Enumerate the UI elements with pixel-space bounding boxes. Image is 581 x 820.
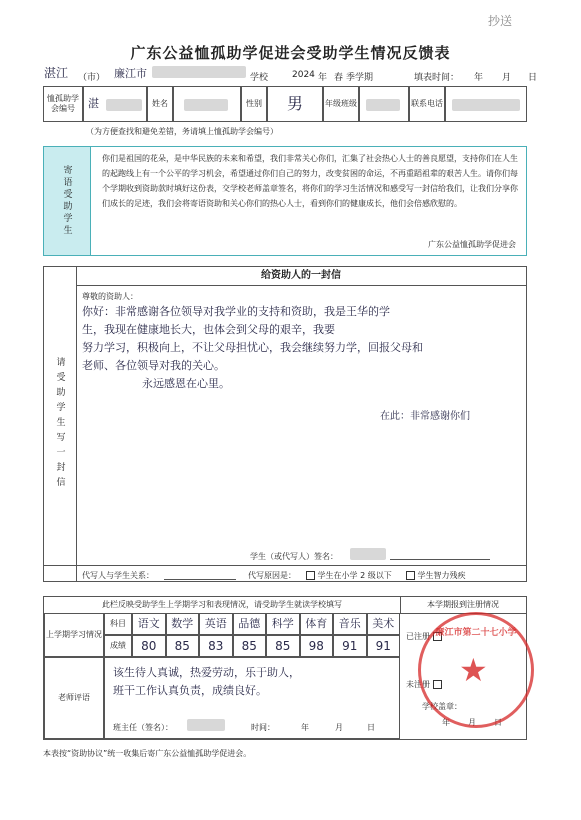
- score-cell: 98: [300, 635, 334, 657]
- id-redacted: [106, 99, 142, 111]
- score-cell: 80: [132, 635, 166, 657]
- student-sign-line: [390, 559, 490, 560]
- corner-note: 抄送: [488, 14, 513, 28]
- letter-heading: 给资助人的一封信: [76, 267, 526, 286]
- student-sign-redacted: [350, 548, 386, 560]
- note-line: （为方便查找和避免差错，务请填上恤孤助学会编号）: [86, 127, 278, 136]
- registration-header: 本学期报到注册情况: [400, 597, 526, 614]
- comment-line: 该生待人真诚，热爱劳动，乐于助人，: [113, 666, 300, 679]
- city-handwritten: 湛江: [44, 66, 69, 80]
- letter-salutation: 尊敬的资助人：: [82, 292, 138, 301]
- subject-cell: 音乐: [333, 613, 367, 635]
- teacher-comment: [113, 664, 300, 700]
- seal-day: 日: [494, 718, 502, 727]
- message-signature: 广东公益恤孤助学促进会: [428, 240, 516, 249]
- subject-label: 科目: [110, 619, 126, 628]
- teacher-label-cell: [44, 657, 104, 739]
- fill-month: 月: [502, 73, 512, 83]
- reason-option-1-label: 学生在小学 2 级以下: [317, 571, 392, 580]
- grade-value-cell: [359, 86, 409, 122]
- checkbox[interactable]: [306, 571, 315, 580]
- message-label: 寄语受助学生: [61, 165, 72, 237]
- phone-value-cell: [445, 86, 527, 122]
- score-cell: 85: [266, 635, 300, 657]
- letter-side-label: 请受助学生写一封信: [54, 356, 65, 492]
- stamp-text: 廉江市第二十七小学: [435, 628, 517, 638]
- fill-day: 日: [528, 73, 538, 83]
- score-cell: 83: [199, 635, 233, 657]
- registered-label: 已注册: [406, 632, 430, 641]
- year-value: 2024: [292, 70, 315, 80]
- subject-label-cell: [104, 613, 132, 635]
- phone-label: 联系电话: [411, 99, 443, 108]
- sign-year: 年: [301, 723, 309, 732]
- student-sign-label: 学生（或代写人）签名：: [250, 552, 338, 561]
- star-icon: ★: [459, 651, 488, 689]
- fill-time-label: 填表时间：: [414, 73, 460, 83]
- id-value: 湛: [88, 97, 99, 110]
- subject-row: [132, 613, 400, 635]
- id-label-cell: [43, 86, 83, 122]
- letter-line: 生，我现在健康地长大，也体会到父母的艰辛，我要: [82, 323, 335, 336]
- name-redacted: [184, 99, 228, 111]
- score-cell: 91: [333, 635, 367, 657]
- grades-row-label: 上学期学习情况: [46, 630, 102, 639]
- score-cell: 85: [233, 635, 267, 657]
- letter-line: 努力学习，积极向上，不让父母担忧心，我会继续努力学，回报父母和: [82, 341, 423, 354]
- letter-side-cell: [44, 267, 77, 581]
- subject-cell: 数学: [166, 613, 200, 635]
- fill-year: 年: [474, 73, 484, 83]
- footer-note: 本表按“资助协议”统一收集后寄广东公益恤孤助学促进会。: [43, 749, 252, 758]
- sign-day: 日: [367, 723, 375, 732]
- sign-time-label: 时间：: [251, 723, 275, 732]
- city-suffix: （市）: [78, 73, 106, 83]
- message-label-cell: [44, 147, 91, 255]
- grades-row-label-cell: [44, 613, 104, 657]
- teacher-sign-label: 班主任（签名）：: [113, 723, 173, 732]
- proxy-relation-label: 代写人与学生关系：: [82, 571, 154, 580]
- sex-label: 性别: [246, 99, 262, 108]
- grade-redacted: [366, 99, 400, 111]
- letter-line: 老师、各位领导对我的关心。: [82, 359, 225, 372]
- proxy-reason-label: 代写原因是：: [248, 571, 296, 580]
- letter-line: 你好：非常感谢各位领导对我学业的支持和资助，我是王华的学: [82, 305, 390, 318]
- message-text: 你们是祖国的花朵，是中华民族的未来和希望，我们非常关心你们，汇集了社会热心人士的善良愿望，支持你们在人生的起跑线上有一个公平的学习机会，希望通过你们自己的努力，改变贫困的命运，不再重蹈祖辈的艰苦人生。请你们每个学期收到资助款时填好这份表，交学校老师盖章签名，将你们的学习生活情况和感受写一封信给我们，让我们分享你们成长的足迹，我们会将寄语资助和关心你们的热心人士，看到你们的健康成长，他们会倍感欣慰的。: [102, 154, 518, 208]
- season-value: 春: [334, 73, 344, 83]
- school-redacted: [152, 66, 246, 78]
- subject-cell: 体育: [300, 613, 334, 635]
- header-line: [44, 66, 538, 84]
- grades-section-header: 此栏反映受助学生上学期学习和表现情况，请受助学生就读学校填写: [44, 597, 401, 614]
- proxy-relation-line: [164, 579, 236, 580]
- year-suffix: 年: [318, 73, 328, 83]
- name-value-cell: [173, 86, 241, 122]
- checkbox[interactable]: [406, 571, 415, 580]
- grade-label: 年级班级: [325, 99, 357, 108]
- season-suffix: 季学期: [346, 73, 374, 83]
- sex-value: 男: [286, 94, 303, 113]
- subject-cell: 科学: [266, 613, 300, 635]
- school-suffix: 学校: [250, 73, 269, 83]
- score-cell: 91: [367, 635, 401, 657]
- score-row: [132, 635, 400, 657]
- proxy-divider: [44, 565, 526, 566]
- score-label: 成绩: [110, 641, 126, 650]
- sign-month: 月: [335, 723, 343, 732]
- reason-option-2[interactable]: [406, 570, 466, 581]
- id-value-cell: [83, 86, 147, 122]
- phone-redacted: [452, 99, 520, 111]
- info-row: [43, 86, 527, 122]
- score-cell: 85: [166, 635, 200, 657]
- subject-cell: 美术: [367, 613, 401, 635]
- letter-body: [82, 303, 522, 393]
- id-label: 恤孤助学会编号: [47, 94, 79, 113]
- phone-label-cell: [409, 86, 445, 122]
- teacher-comment-cell: [104, 657, 400, 739]
- teacher-sign-redacted: [187, 719, 225, 731]
- letter-line: 永远感恩在心里。: [142, 377, 230, 390]
- subject-cell: 品德: [233, 613, 267, 635]
- comment-line: 班干工作认真负责，成绩良好。: [113, 684, 267, 697]
- name-label: 姓名: [152, 99, 168, 108]
- score-label-cell: [104, 635, 132, 657]
- school-handwritten: 廉江市: [114, 67, 147, 80]
- message-box: [43, 146, 527, 256]
- school-stamp: [418, 612, 534, 728]
- subject-cell: 英语: [199, 613, 233, 635]
- reason-option-2-label: 学生智力残疾: [417, 571, 466, 580]
- seal-year: 年: [442, 718, 450, 727]
- teacher-label: 老师评语: [58, 693, 90, 702]
- subject-cell: 语文: [132, 613, 166, 635]
- school-seal-label: 学校盖章：: [422, 702, 462, 711]
- not-registered-label: 未注册: [406, 680, 430, 689]
- seal-month: 月: [468, 718, 476, 727]
- sex-value-cell: [267, 86, 323, 122]
- name-label-cell: [147, 86, 173, 122]
- grade-label-cell: [323, 86, 359, 122]
- letter-closing: 在此：非常感谢你们: [380, 411, 470, 422]
- letter-box: [43, 266, 527, 582]
- reason-option-1[interactable]: [306, 570, 392, 581]
- sex-label-cell: [241, 86, 267, 122]
- page-title: 广东公益恤孤助学促进会受助学生情况反馈表: [130, 44, 451, 62]
